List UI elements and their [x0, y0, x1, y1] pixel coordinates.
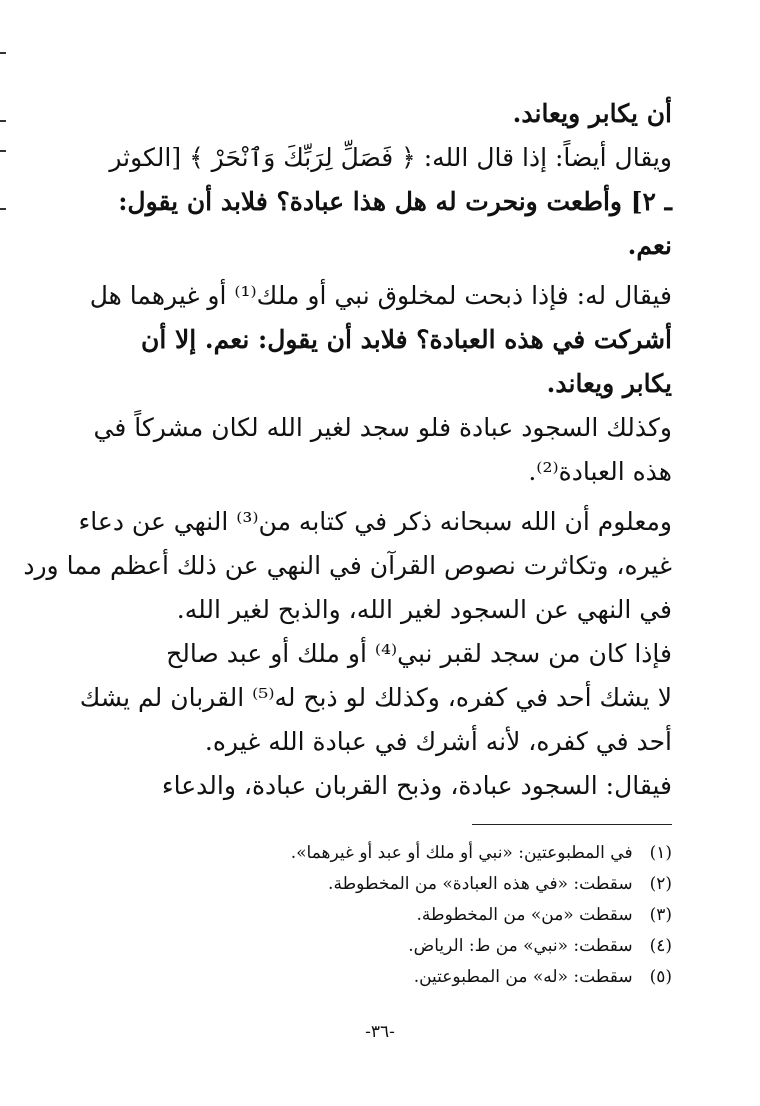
footnotes — [90, 838, 672, 993]
text-line: أحد في كفره، لأنه أشرك في عبادة الله غيره. — [204, 727, 672, 756]
footnote-text: سقطت: «في هذه العبادة» من المخطوطة. — [328, 874, 633, 894]
text-line: أشركت في هذه العبادة؟ فلابد أن يقول: نعم. إلا أن — [141, 325, 672, 354]
footnote-number: (٥) — [649, 967, 672, 987]
page-number: -٣٦- — [365, 1022, 395, 1042]
text-line: هذه العبادة⁽²⁾. — [528, 457, 672, 486]
text-line: لا يشك أحد في كفره، وكذلك لو ذبح له⁽⁵⁾ القربان لم يشك — [79, 683, 672, 712]
scan-edge-mark — [0, 208, 6, 210]
text-line: فيقال له: فإذا ذبحت لمخلوق نبي أو ملك⁽¹⁾ أو غيرهما هل — [89, 281, 672, 310]
text-line: فيقال: السجود عبادة، وذبح القربان عبادة، والدعاء — [161, 771, 672, 800]
scan-edge-mark — [0, 150, 6, 152]
text-line: نعم. — [627, 231, 672, 260]
text-line: ويقال أيضاً: إذا قال الله: ﴿ فَصَلِّ لِرَبِّكَ وَٱنْحَرْ ﴾ [الكوثر — [109, 143, 672, 172]
footnote-text: سقطت: «له» من المطبوعتين. — [413, 967, 633, 987]
text-line: فإذا كان من سجد لقبر نبي⁽⁴⁾ أو ملك أو عبد صالح — [166, 639, 672, 668]
text-line: غيره، وتكاثرت نصوص القرآن في النهي عن ذلك أعظم مما ورد — [23, 551, 672, 580]
text-line: وكذلك السجود عبادة فلو سجد لغير الله لكان مشركاً في — [93, 413, 672, 442]
text-line: ـ ٢] وأطعت ونحرت له هل هذا عبادة؟ فلابد أن يقول: — [118, 187, 672, 216]
footnote-item — [90, 900, 672, 931]
main-text — [23, 92, 672, 808]
footnote-number: (١) — [649, 843, 672, 863]
text-line: يكابر ويعاند. — [546, 369, 672, 398]
text-line: في النهي عن السجود لغير الله، والذبح لغير الله. — [176, 595, 672, 624]
footnote-number: (٣) — [649, 905, 672, 925]
text-line: ومعلوم أن الله سبحانه ذكر في كتابه من⁽³⁾ النهي عن دعاء — [78, 507, 672, 536]
footnote-number: (٤) — [649, 936, 672, 956]
footnote-item — [90, 869, 672, 900]
scan-edge-mark — [0, 52, 6, 54]
scan-edge-mark — [0, 120, 6, 122]
footnote-divider — [472, 824, 672, 825]
text-line: أن يكابر ويعاند. — [512, 99, 672, 128]
footnote-number: (٢) — [649, 874, 672, 894]
footnote-item — [90, 838, 672, 869]
footnote-text: سقطت: «نبي» من ط: الرياض. — [408, 936, 633, 956]
footnote-item — [90, 962, 672, 993]
footnote-text: سقطت «من» من المخطوطة. — [416, 905, 633, 925]
footnote-item — [90, 931, 672, 962]
footnote-text: في المطبوعتين: «نبي أو ملك أو عبد أو غيرهما». — [290, 843, 633, 863]
